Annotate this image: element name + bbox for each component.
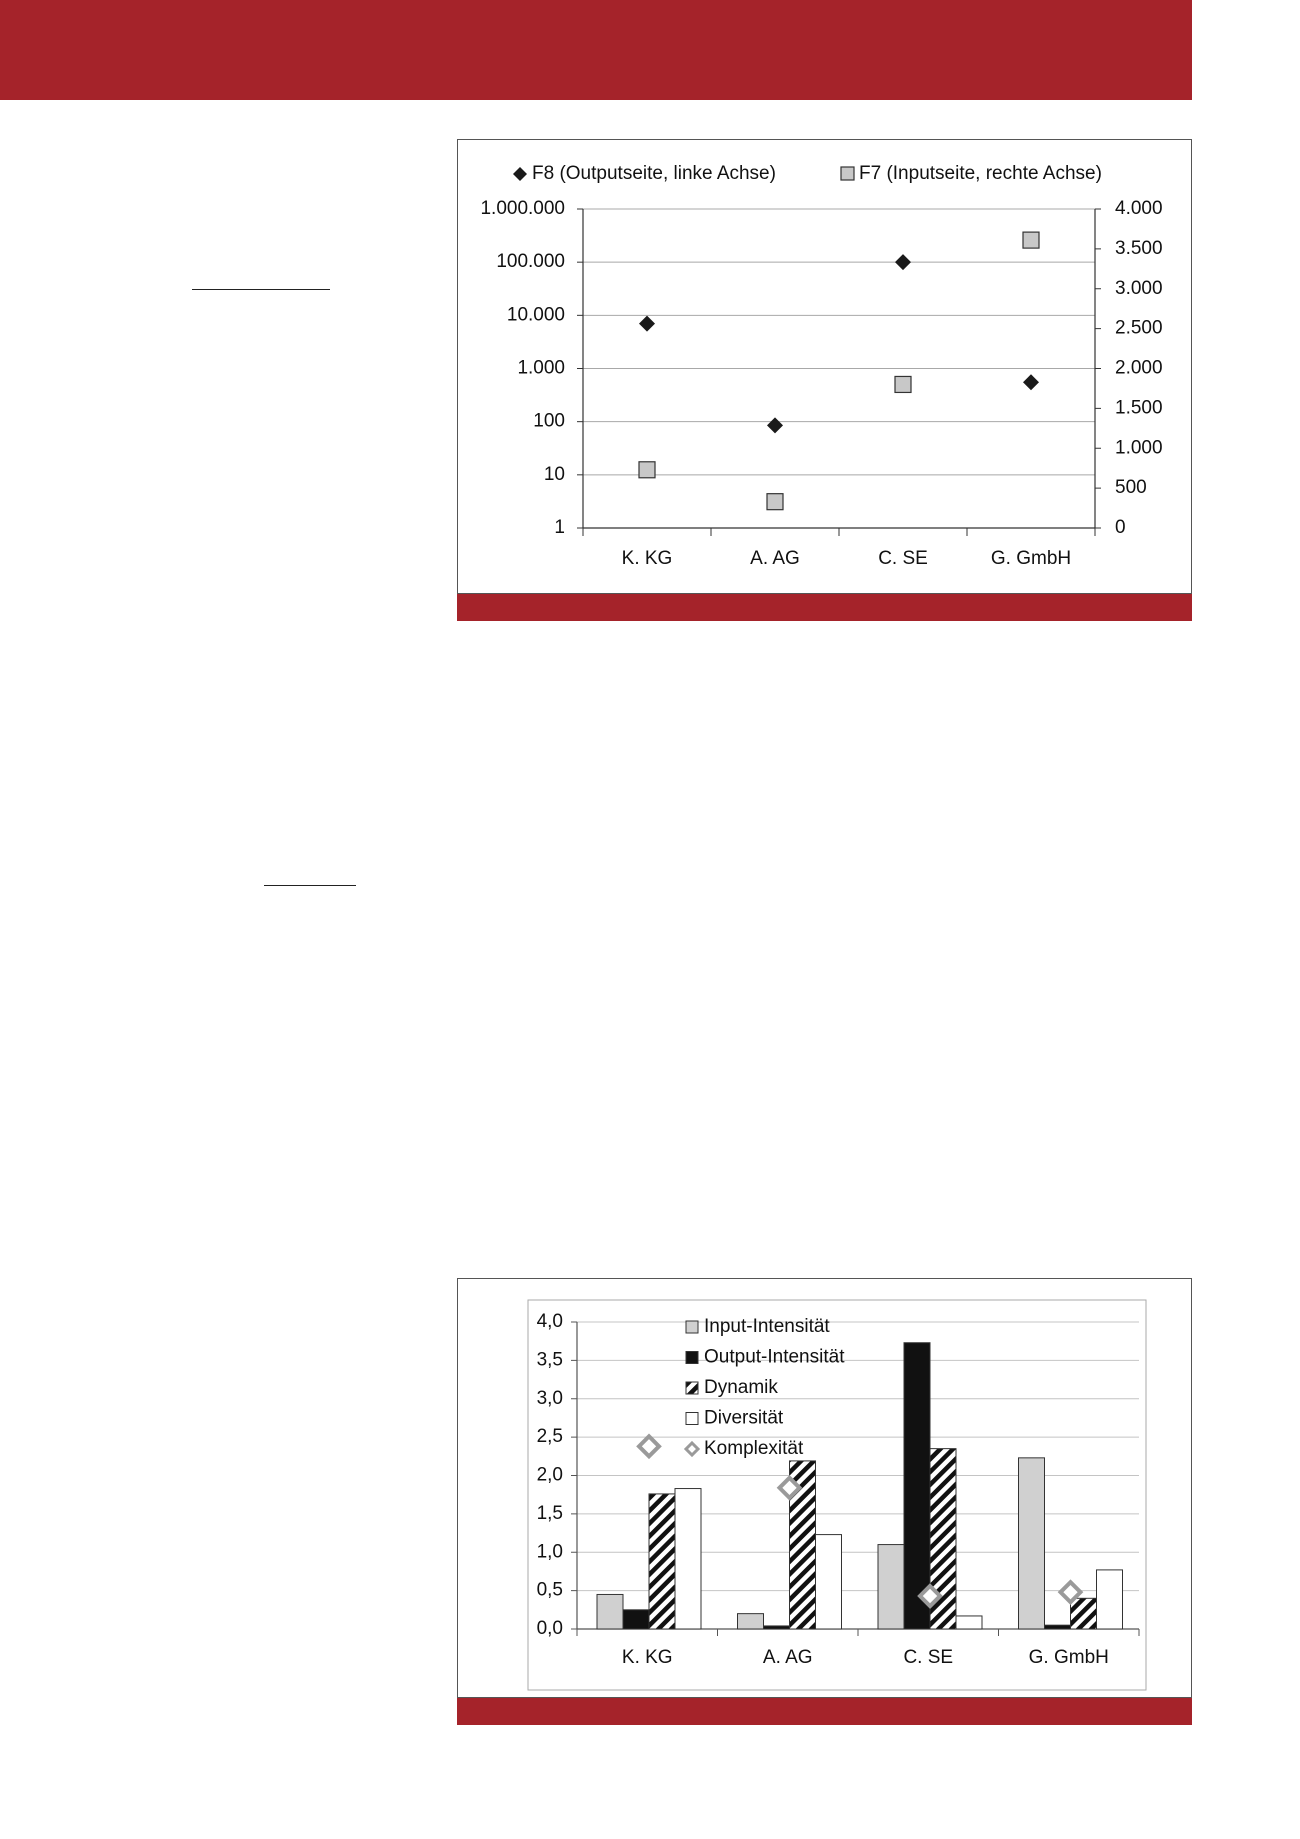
- y-left-tick-label: 1.000.000: [480, 198, 565, 220]
- bar-3: [1097, 1570, 1123, 1629]
- y-left-tick-label: 1: [554, 517, 565, 539]
- legend-marker-1: [686, 1352, 698, 1364]
- f7-point: [895, 376, 911, 392]
- legend-f8-label: F8 (Outputseite, linke Achse): [532, 163, 776, 185]
- y-left-tick-label: 100: [533, 410, 565, 432]
- bar-1: [904, 1343, 930, 1629]
- legend-marker-4: [686, 1443, 698, 1455]
- y-right-tick-label: 0: [1115, 517, 1126, 539]
- x-tick-label: C. SE: [903, 1647, 954, 1669]
- y-right-tick-label: 2.500: [1115, 317, 1163, 339]
- footnote-rule-1: [192, 289, 330, 290]
- x-tick-label: K. KG: [621, 1647, 673, 1669]
- y-tick-label: 1,0: [536, 1541, 563, 1563]
- bar-3: [816, 1535, 842, 1629]
- bar-3: [675, 1489, 701, 1629]
- y-right-tick-label: 500: [1115, 477, 1147, 499]
- legend-f7-marker: [841, 167, 854, 180]
- legend-label: Dynamik: [704, 1377, 778, 1399]
- x-tick-label: K. KG: [621, 548, 673, 570]
- y-right-tick-label: 3.500: [1115, 237, 1163, 259]
- f8-point: [1023, 374, 1039, 390]
- footnote-rule-2: [264, 885, 356, 886]
- f7-point: [767, 494, 783, 510]
- f8-point: [639, 316, 655, 332]
- chart-panel-1-band: [457, 594, 1192, 621]
- y-tick-label: 2,0: [536, 1464, 563, 1486]
- f8-point: [895, 254, 911, 270]
- y-right-tick-label: 2.000: [1115, 357, 1163, 379]
- y-left-tick-label: 10: [543, 463, 565, 485]
- y-tick-label: 3,0: [536, 1387, 563, 1409]
- bar-0: [738, 1614, 764, 1629]
- bar-chart: [458, 1279, 1191, 1697]
- chart-panel-2-band: [457, 1698, 1192, 1725]
- y-right-tick-label: 1.500: [1115, 397, 1163, 419]
- bar-0: [878, 1545, 904, 1629]
- y-left-tick-label: 10.000: [506, 304, 565, 326]
- bar-2: [649, 1494, 675, 1629]
- y-tick-label: 2,5: [536, 1426, 563, 1448]
- bar-1: [623, 1610, 649, 1629]
- legend-marker-2: [686, 1382, 698, 1394]
- legend-label: Output-Intensität: [704, 1346, 845, 1368]
- scatter-chart: [458, 140, 1191, 593]
- legend-label: Diversität: [704, 1407, 784, 1429]
- bar-3: [956, 1616, 982, 1629]
- x-tick-label: G. GmbH: [990, 548, 1072, 570]
- bar-1: [764, 1626, 790, 1629]
- y-right-tick-label: 4.000: [1115, 198, 1163, 220]
- legend-marker-3: [686, 1413, 698, 1425]
- bar-2: [1071, 1598, 1097, 1629]
- bar-0: [1019, 1458, 1045, 1629]
- x-tick-label: G. GmbH: [1028, 1647, 1109, 1669]
- f8-point: [767, 417, 783, 433]
- y-left-tick-label: 1.000: [517, 357, 565, 379]
- legend-label: Input-Intensität: [704, 1316, 830, 1338]
- y-tick-label: 0,0: [536, 1618, 563, 1640]
- y-left-tick-label: 100.000: [496, 251, 565, 273]
- bar-1: [1045, 1625, 1071, 1629]
- legend-label: Komplexität: [704, 1438, 804, 1460]
- y-tick-label: 4,0: [536, 1311, 563, 1333]
- y-tick-label: 3,5: [536, 1349, 563, 1371]
- y-right-tick-label: 3.000: [1115, 277, 1163, 299]
- chart-panel-2: [457, 1278, 1192, 1698]
- header-band: [0, 0, 1192, 100]
- legend-f8-marker: [513, 167, 527, 181]
- bar-0: [597, 1594, 623, 1629]
- x-tick-label: A. AG: [750, 548, 800, 570]
- f7-point: [639, 462, 655, 478]
- y-right-tick-label: 1.000: [1115, 437, 1163, 459]
- y-tick-label: 1,5: [536, 1502, 563, 1524]
- y-tick-label: 0,5: [536, 1579, 563, 1601]
- komplexitaet-point: [639, 1436, 659, 1456]
- x-tick-label: A. AG: [762, 1647, 813, 1669]
- legend-marker-0: [686, 1321, 698, 1333]
- chart-panel-1: [457, 139, 1192, 594]
- f7-point: [1023, 232, 1039, 248]
- x-tick-label: C. SE: [878, 548, 928, 570]
- legend-f7-label: F7 (Inputseite, rechte Achse): [859, 163, 1102, 185]
